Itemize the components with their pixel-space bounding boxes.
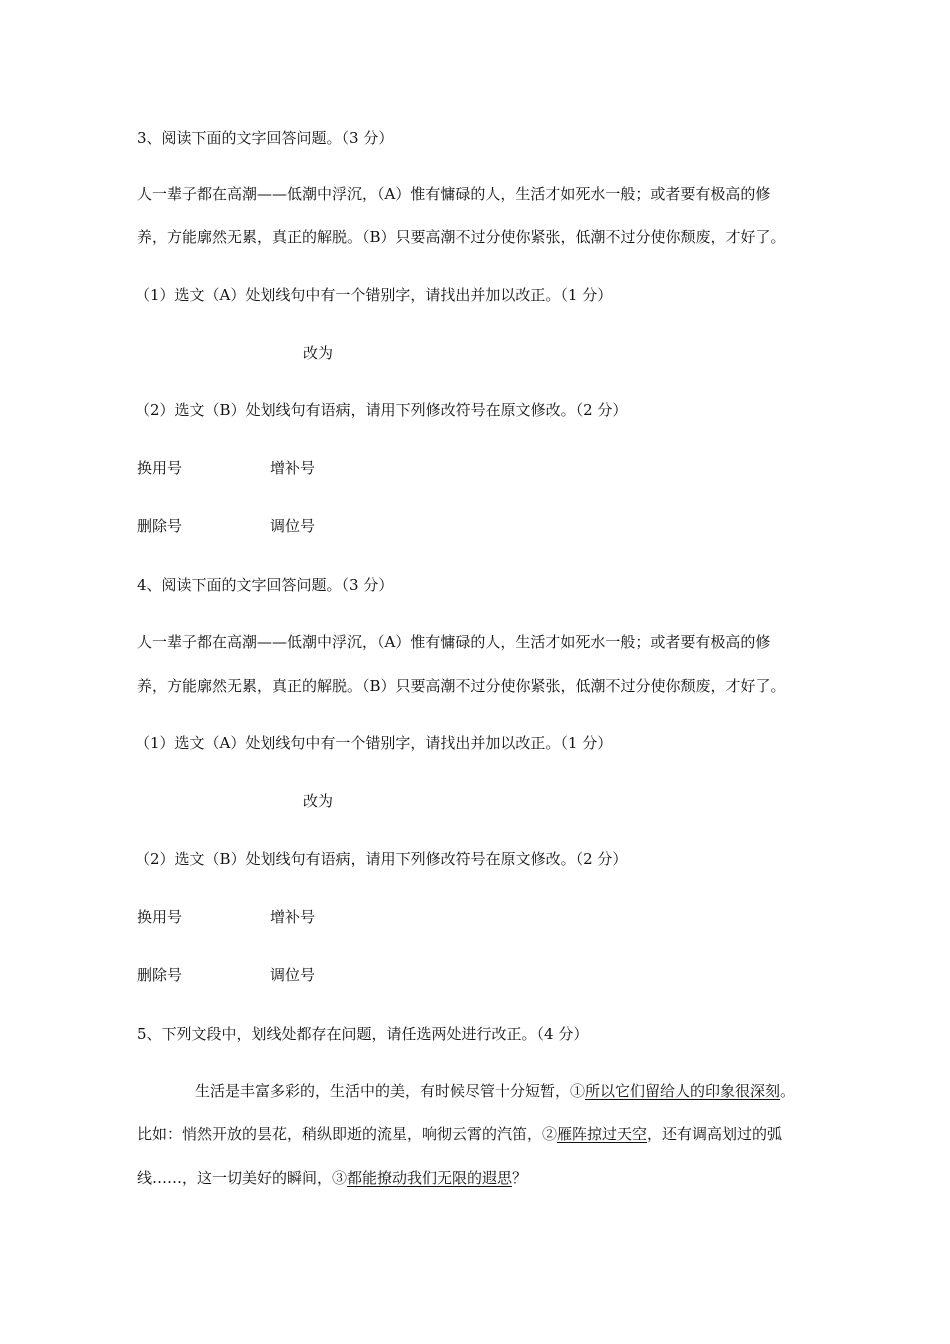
question-4-symbol-delete: 删除号 — [137, 966, 183, 984]
question-3-sub-1: （1）选文（A）处划线句中有一个错别字，请找出并加以改正。（1 分） — [135, 286, 613, 304]
question-5-line-1-end: 。 — [780, 1082, 796, 1100]
question-3-symbol-transpose: 调位号 — [270, 517, 316, 535]
question-5-line-3-end: ？ — [512, 1169, 528, 1187]
question-3-symbol-insert: 增补号 — [270, 459, 316, 477]
question-5-line-3-text: 线……，这一切美好的瞬间，③ — [137, 1169, 348, 1187]
question-5-paragraph-line-2 — [137, 1124, 782, 1144]
question-3-title: 3、阅读下面的文字回答问题。（3 分） — [137, 129, 394, 147]
question-4-title: 4、阅读下面的文字回答问题。（3 分） — [137, 576, 394, 594]
question-5-line-2-end: ，还有调高划过的弧 — [647, 1125, 783, 1143]
underlined-segment-3: 都能撩动我们无限的遐思 — [347, 1169, 513, 1187]
question-5-line-2-text: 比如：悄然开放的昙花，稍纵即逝的流星，响彻云霄的汽笛，② — [137, 1125, 558, 1143]
question-4-change-to: 改为 — [303, 792, 334, 810]
question-4-symbol-transpose: 调位号 — [270, 966, 316, 984]
question-4-symbol-insert: 增补号 — [270, 908, 316, 926]
question-3-passage-line-1: 人一辈子都在高潮——低潮中浮沉，（A）惟有慵碌的人，生活才如死水一般；或者要有极高的修 — [137, 185, 771, 203]
question-3-sub-2: （2）选文（B）处划线句有语病，请用下列修改符号在原文修改。（2 分） — [135, 401, 628, 419]
question-3-passage-line-2: 养，方能廓然无累，真正的解脱。（B）只要高潮不过分使你紧张，低潮不过分使你颓废，才好了。 — [137, 228, 786, 246]
question-3-symbol-delete: 删除号 — [137, 517, 183, 535]
question-5-line-1-text: 生活是丰富多彩的，生活中的美，有时候尽管十分短暂，① — [195, 1082, 586, 1100]
question-3-change-to: 改为 — [303, 344, 334, 362]
question-4-symbol-replace: 换用号 — [137, 908, 183, 926]
question-4-sub-1: （1）选文（A）处划线句中有一个错别字，请找出并加以改正。（1 分） — [135, 734, 613, 752]
question-3-symbol-replace: 换用号 — [137, 459, 183, 477]
underlined-segment-2: 雁阵掠过天空 — [557, 1125, 648, 1143]
question-4-sub-2: （2）选文（B）处划线句有语病，请用下列修改符号在原文修改。（2 分） — [135, 850, 628, 868]
question-4-passage-line-2: 养，方能廓然无累，真正的解脱。（B）只要高潮不过分使你紧张，低潮不过分使你颓废，才好了。 — [137, 677, 786, 695]
question-5-paragraph-line-1 — [195, 1081, 795, 1101]
question-5-title: 5、下列文段中，划线处都存在问题，请任选两处进行改正。（4 分） — [137, 1025, 589, 1043]
underlined-segment-1: 所以它们留给人的印象很深刻 — [585, 1082, 781, 1100]
question-5-paragraph-line-3 — [137, 1168, 527, 1188]
question-4-passage-line-1: 人一辈子都在高潮——低潮中浮沉，（A）惟有慵碌的人，生活才如死水一般；或者要有极高的修 — [137, 633, 771, 651]
